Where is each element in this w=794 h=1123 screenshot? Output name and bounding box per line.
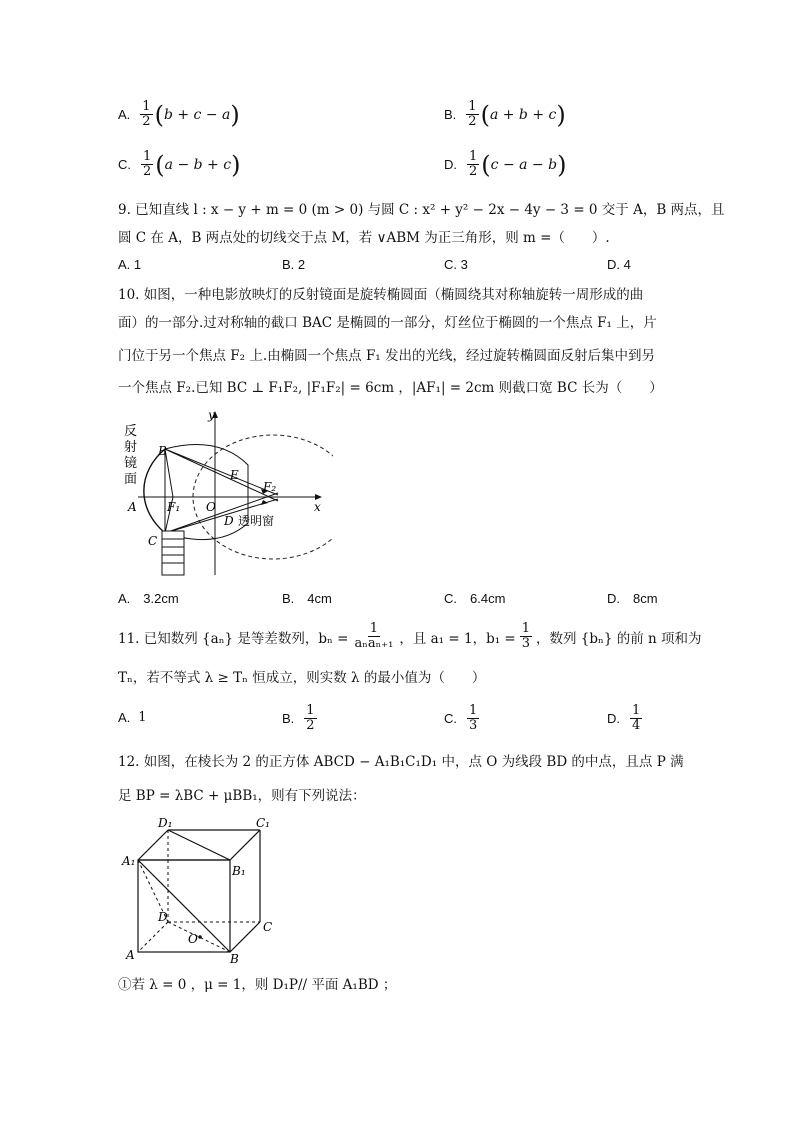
q10-option-d: D. 8cm — [607, 591, 658, 606]
label-C: C — [263, 920, 273, 934]
q10-option-c: C. 6.4cm — [444, 591, 506, 606]
q8-option-c: C. $\frac{1}{2}$ ( a − b + c ) — [118, 149, 241, 179]
label-D1: D₁ — [158, 816, 173, 830]
q11-line-2: Tₙ，若不等式 λ ≥ Tₙ 恒成立，则实数 λ 的最小值为（ ） — [118, 670, 486, 686]
q8-option-b: B. $\frac{1}{2}$ ( a + b + c ) — [444, 99, 566, 129]
point-F1: F₁ — [167, 500, 181, 514]
vector-expression: a − b + c — [164, 156, 232, 173]
label-D: D — [158, 910, 168, 924]
half-fraction: $\frac{1}{2}$ — [143, 149, 152, 179]
axis-x-label: x — [314, 500, 321, 514]
q10-line-1: 10. 如图，一种电影放映灯的反射镜面是旋转椭圆面（椭圆绕其对称轴旋转一周形成的曲 — [118, 287, 644, 303]
option-label: C. — [118, 157, 131, 172]
q12-line-1: 12. 如图，在棱长为 2 的正方体 ABCD − A₁B₁C₁D₁ 中，点 O 为线段 BD 的中点，且点 P 满 — [118, 754, 684, 770]
half-fraction: $\frac{1}{2}$ — [142, 99, 151, 129]
q10-option-b: B. 4cm — [282, 591, 332, 606]
option-label: A. — [118, 107, 131, 122]
q11-option-b: B. $\frac{1}{2}$ — [282, 703, 315, 733]
reflector-diagram — [118, 405, 333, 580]
option-label: B. — [444, 107, 457, 122]
mirror-label-3: 镜 — [124, 456, 138, 471]
point-O-dot — [198, 935, 202, 939]
mirror-label-4: 面 — [124, 472, 138, 487]
label-O: O — [188, 932, 198, 946]
mirror-label-1: 反 — [124, 424, 138, 439]
q9-option-c: C. 3 — [444, 257, 468, 272]
axis-y-label: y — [208, 408, 215, 422]
q10-line-2: 面）的一部分.过对称轴的截口 BAC 是椭圆的一部分，灯丝位于椭圆的一个焦点 F₁ 上，片 — [118, 315, 657, 331]
mirror-label-2: 射 — [124, 440, 138, 455]
q9-option-a: A. 1 — [118, 257, 142, 272]
point-A: A — [128, 500, 137, 514]
b1-fraction: $\frac{1}{3}$ — [521, 621, 531, 651]
q10-option-a: A. 3.2cm — [118, 591, 179, 606]
q8-option-a: A. $\frac{1}{2}$ ( b + c − a ) — [118, 99, 240, 129]
vector-expression: a + b + c — [489, 106, 557, 123]
label-B: B — [230, 952, 239, 965]
point-E: E — [230, 468, 239, 482]
q8-option-d: D. $\frac{1}{2}$ ( c − a − b ) — [444, 149, 567, 179]
q11-option-c: C. $\frac{1}{3}$ — [444, 703, 478, 733]
window-label: 透明窗 — [238, 514, 275, 528]
label-A1: A₁ — [122, 854, 136, 868]
point-B: B — [158, 444, 167, 458]
q9-option-d: D. 4 — [607, 257, 631, 272]
label-A: A — [126, 948, 135, 962]
label-B1: B₁ — [232, 864, 246, 878]
q10-line-4: 一个焦点 F₂.已知 BC ⊥ F₁F₂, |F₁F₂| = 6cm ，|AF₁| = 2cm 则截口宽 BC 长为（ ） — [118, 380, 663, 396]
q12-line-2: 足 BP = λBC + μBB₁，则有下列说法： — [118, 788, 366, 804]
lamp-base — [162, 531, 184, 575]
q12-statement-1: ①若 λ = 0 ，μ = 1，则 D₁P// 平面 A₁BD ； — [118, 977, 397, 993]
cube-diagram — [118, 815, 288, 965]
q10-line-3: 门位于另一个焦点 F₂ 上.由椭圆一个焦点 F₁ 发出的光线，经过旋转椭圆面反射后集中到另 — [118, 348, 656, 364]
point-O: O — [206, 500, 216, 514]
label-C1: C₁ — [256, 816, 270, 830]
bulb-outline — [165, 445, 248, 540]
bn-fraction: $\frac{1}{\text{aₙaₙ₊₁}}$ — [354, 621, 394, 651]
half-fraction: $\frac{1}{2}$ — [468, 99, 477, 129]
vector-expression: b + c − a — [163, 106, 231, 123]
point-F2: F₂ — [263, 480, 277, 494]
q9-line-1: 9. 已知直线 l : x − y + m = 0 (m > 0) 与圆 C : x² + y² − 2x − 4y − 3 = 0 交于 A，B 两点，且 — [118, 202, 725, 218]
q9-option-b: B. 2 — [282, 257, 306, 272]
q11-line-1: 11. 已知数列 {aₙ} 是等差数列，bₙ = $\frac{1}{\text{aₙaₙ₊₁}}$ ，且 a₁ = 1，b₁ = $\frac{1}{3}$ ，数列 {bₙ} 的前 n 项和为 — [118, 621, 702, 651]
q9-line-2: 圆 C 在 A，B 两点处的切线交于点 M，若 ∨ABM 为正三角形，则 m =（ ）. — [118, 230, 610, 246]
option-label: D. — [444, 157, 457, 172]
point-D: D — [224, 514, 234, 528]
q11-option-d: D. $\frac{1}{4}$ — [607, 703, 641, 733]
q11-option-a: A. 1 — [118, 710, 147, 725]
mirror-arc — [144, 449, 165, 533]
half-fraction: $\frac{1}{2}$ — [469, 149, 478, 179]
point-C: C — [148, 534, 158, 548]
vector-expression: c − a − b — [490, 156, 558, 173]
